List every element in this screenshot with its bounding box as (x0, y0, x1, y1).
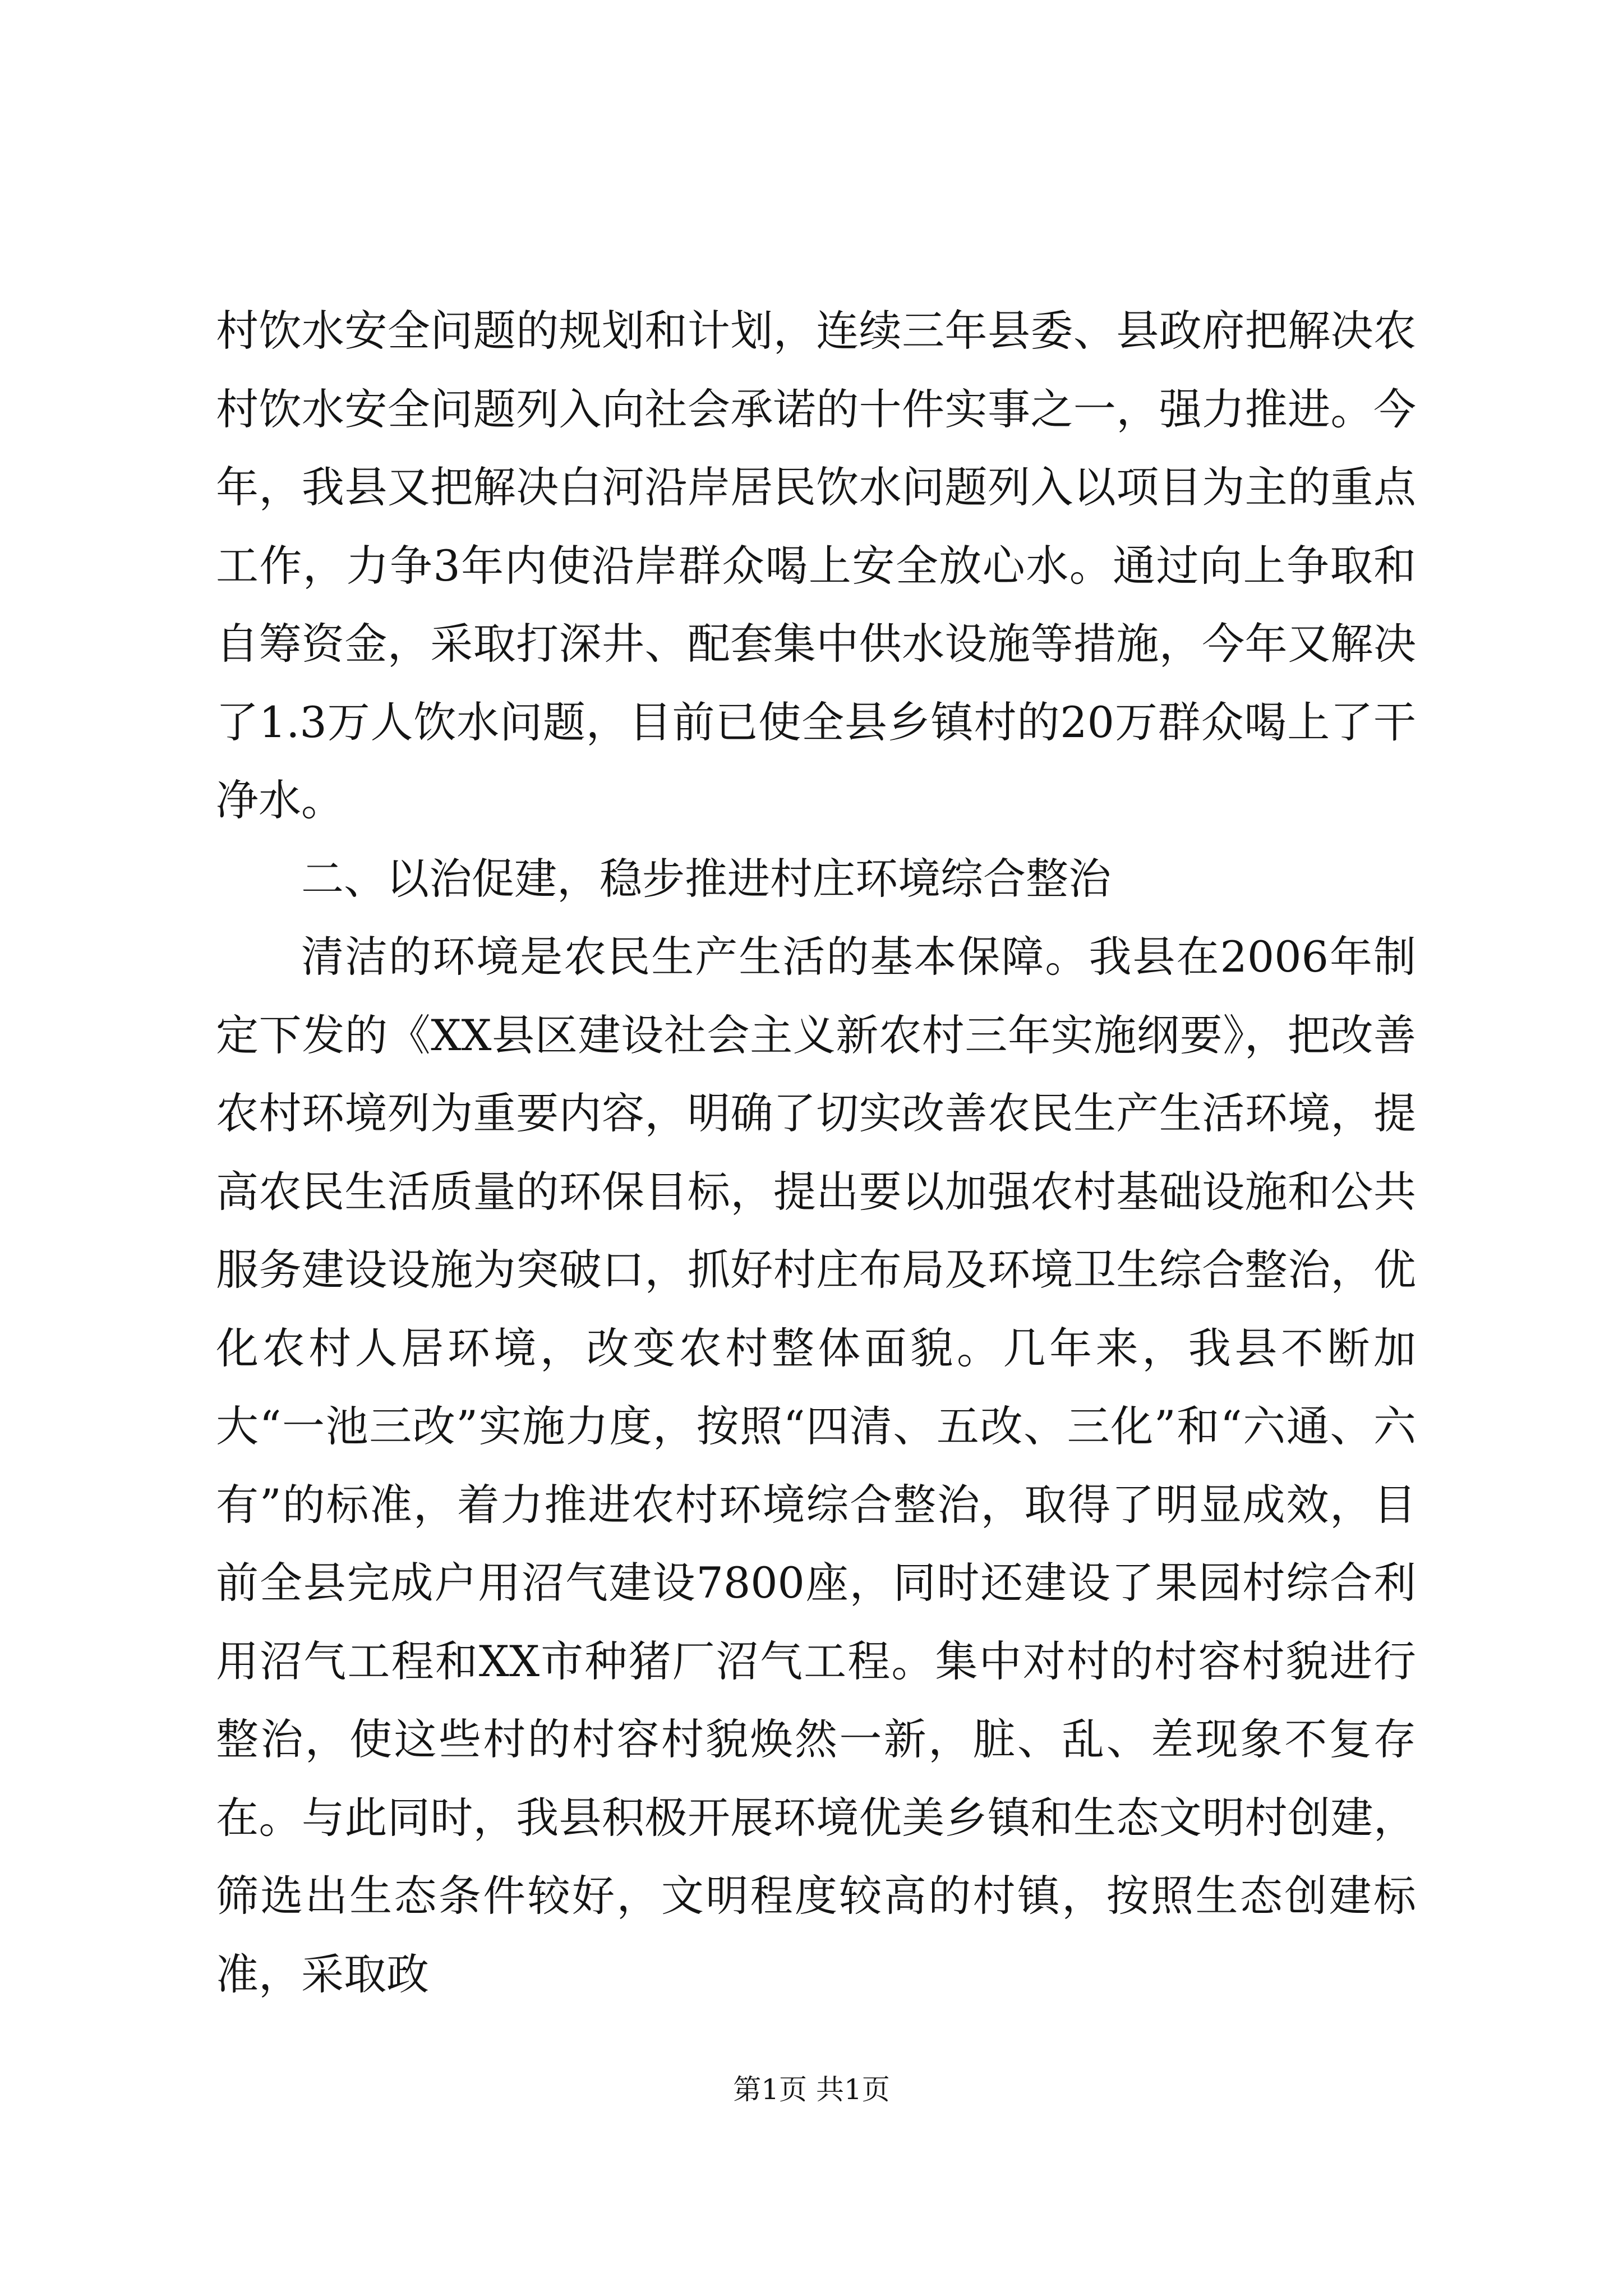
page-number-footer: 第1页 共1页 (733, 2073, 890, 2106)
document-body (216, 292, 1416, 2013)
body-paragraph: 村饮水安全问题的规划和计划，连续三年县委、县政府把解决农村饮水安全问题列入向社会承诺的十件实事之一，强力推进。今年，我县又把解决白河沿岸居民饮水问题列入以项目为主的重点工作，力争3年内使沿岸群众喝上安全放心水。通过向上争取和自筹资金，采取打深井、配套集中供水设施等措施，今年又解决了1.3万人饮水问题，目前已使全县乡镇村的20万群众喝上了干净水。 (216, 306, 1416, 825)
body-paragraph: 清洁的环境是农民生产生活的基本保障。我县在2006年制定下发的《XX县区建设社会主义新农村三年实施纲要》，把改善农村环境列为重要内容，明确了切实改善农民生产生活环境，提高农民生活质量的环保目标，提出要以加强农村基础设施和公共服务建设设施为突破口，抓好村庄布局及环境卫生综合整治，优化农村人居环境，改变农村整体面貌。几年来，我县不断加大“一池三改”实施力度，按照“四清、五改、三化”和“六通、六有”的标准，着力推进农村环境综合整治，取得了明显成效，目前全县完成户用沼气建设7800座，同时还建设了果园村综合利用沼气工程和XX市种猪厂沼气工程。集中对村的村容村貌进行整治，使这些村的村容村貌焕然一新，脏、乱、差现象不复存在。与此同时，我县积极开展环境优美乡镇和生态文明村创建，筛选出生态条件较好，文明程度较高的村镇，按照生态创建标准，采取政 (216, 932, 1416, 1999)
section-heading: 二、以治促建，稳步推进村庄环境综合整治 (301, 853, 1111, 904)
